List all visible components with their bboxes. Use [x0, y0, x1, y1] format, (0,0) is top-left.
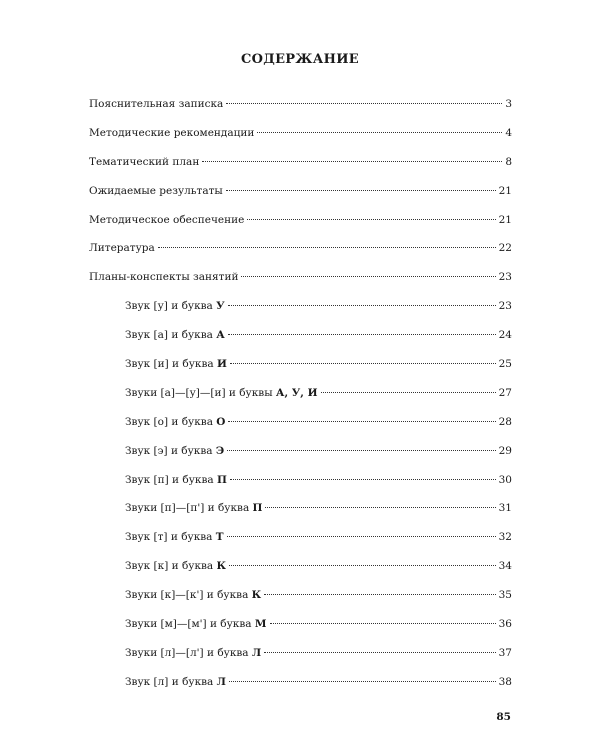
toc-entry-letter: П	[216, 473, 227, 486]
toc-entry[interactable]	[89, 156, 512, 185]
toc-entry-page: 30	[498, 473, 512, 486]
toc-entry-label	[125, 502, 262, 514]
toc-entry-text: Методические рекомендации	[89, 126, 255, 139]
toc-entry-text: Звук [т] и буква	[125, 531, 216, 544]
toc-entry-label	[89, 156, 199, 168]
toc-entry-text: Звук [у] и буква	[125, 300, 217, 313]
dot-leader	[158, 247, 496, 248]
toc-entry-letter: П	[252, 502, 263, 515]
toc-entry-page: 21	[498, 213, 512, 226]
toc-entry-label	[125, 647, 261, 659]
toc-entry-label	[89, 185, 223, 197]
toc-entry-letter: К	[216, 560, 227, 573]
toc-entry-letter: Л	[251, 646, 262, 659]
dot-leader	[228, 334, 496, 335]
toc-entry-label	[125, 676, 226, 688]
toc-entry-page: 23	[498, 271, 512, 284]
toc-entry-label	[125, 589, 261, 601]
page-number: 85	[496, 711, 511, 723]
dot-leader	[202, 161, 502, 162]
toc-entry-page: 21	[498, 184, 512, 197]
toc-entry-text: Звук [э] и буква	[125, 444, 216, 457]
toc-entry-label	[89, 242, 155, 254]
dot-leader	[230, 363, 496, 364]
toc-entry-page: 35	[498, 589, 512, 602]
toc-entry-label	[125, 358, 227, 370]
dot-leader	[229, 565, 496, 566]
toc-entry[interactable]	[89, 271, 512, 300]
toc-entry-label	[89, 214, 244, 226]
toc-entry[interactable]	[89, 618, 512, 647]
toc-entry-text: Планы-конспекты занятий	[89, 271, 239, 284]
toc-entry[interactable]	[89, 242, 512, 271]
toc-entry-page: 22	[498, 242, 512, 255]
dot-leader	[226, 190, 496, 191]
toc-entry-text: Звук [а] и буква	[125, 329, 217, 342]
toc-entry-page: 24	[498, 329, 512, 342]
toc-entry-text: Звук [и] и буква	[125, 358, 217, 371]
toc-entry-text: Звуки [л]—[л'] и буква	[125, 646, 252, 659]
toc-entry[interactable]	[89, 300, 512, 329]
dot-leader	[227, 450, 495, 451]
toc-entry-text: Ожидаемые результаты	[89, 184, 223, 197]
toc-entry-text: Звук [о] и буква	[125, 415, 217, 428]
toc-entry-page: 27	[498, 386, 512, 399]
toc-entry-text: Звук [л] и буква	[125, 675, 217, 688]
toc-entry-text: Литература	[89, 242, 155, 255]
dot-leader	[265, 507, 495, 508]
dot-leader	[228, 421, 495, 422]
toc-entry[interactable]	[89, 358, 512, 387]
toc-entry[interactable]	[89, 676, 512, 705]
dot-leader	[228, 305, 496, 306]
toc-entry-label	[125, 445, 224, 457]
toc-entry-page: 8	[505, 155, 512, 168]
toc-entry-label	[125, 474, 227, 486]
toc-entry-text: Звук [к] и буква	[125, 560, 217, 573]
toc-entry[interactable]	[89, 185, 512, 214]
toc-entry-page: 36	[498, 618, 512, 631]
toc-entry[interactable]	[89, 98, 512, 127]
toc-entry-letter: О	[216, 415, 226, 428]
dot-leader	[241, 276, 495, 277]
toc-entry-page: 31	[498, 502, 512, 515]
toc-entry-page: 23	[498, 300, 512, 313]
toc-entry-text: Звуки [м]—[м'] и буква	[125, 618, 255, 631]
toc-entry-letter: К	[251, 589, 262, 602]
dot-leader	[321, 392, 496, 393]
dot-leader	[264, 652, 495, 653]
toc-entry-page: 32	[498, 531, 512, 544]
toc-entry[interactable]	[89, 387, 512, 416]
toc-entry-page: 4	[505, 126, 512, 139]
toc-entry[interactable]	[89, 474, 512, 503]
toc-entry-page: 38	[498, 675, 512, 688]
toc-entry-label	[125, 531, 224, 543]
toc-entry-text: Тематический план	[89, 155, 200, 168]
toc-entry-page: 25	[498, 358, 512, 371]
toc-entry-letter: М	[254, 618, 267, 631]
toc-entry-label	[89, 271, 238, 283]
toc-entry-letter: У	[216, 300, 225, 313]
dot-leader	[270, 623, 496, 624]
dot-leader	[264, 594, 495, 595]
toc-entry-text: Звуки [а]—[у]—[и] и буквы	[125, 386, 276, 399]
toc-entry-letter: Т	[215, 531, 224, 544]
toc-entry[interactable]	[89, 329, 512, 358]
toc-entry-label	[89, 98, 223, 110]
dot-leader	[257, 132, 502, 133]
toc-entry[interactable]	[89, 127, 512, 156]
toc-entry-text: Методическое обеспечение	[89, 213, 245, 226]
page-title: СОДЕРЖАНИЕ	[240, 52, 360, 67]
toc-entry-label	[125, 329, 225, 341]
toc-entry[interactable]	[89, 416, 512, 445]
toc-entry-text: Звуки [п]—[п'] и буква	[125, 502, 253, 515]
toc-entry-letter: И	[216, 358, 227, 371]
toc-entry-page: 37	[498, 646, 512, 659]
toc-entry-letter: А, У, И	[275, 386, 318, 399]
toc-entry-page: 28	[498, 415, 512, 428]
toc-entry[interactable]	[89, 445, 512, 474]
dot-leader	[230, 479, 496, 480]
toc-entry[interactable]	[89, 589, 512, 618]
dot-leader	[226, 103, 502, 104]
dot-leader	[247, 219, 495, 220]
table-of-contents	[89, 98, 512, 705]
toc-entry-letter: Л	[216, 675, 226, 688]
dot-leader	[229, 681, 496, 682]
toc-entry-page: 34	[498, 560, 512, 573]
toc-entry-text: Звук [п] и буква	[125, 473, 217, 486]
toc-entry-text: Пояснительная записка	[89, 98, 224, 110]
toc-entry[interactable]	[89, 647, 512, 676]
toc-entry-page: 3	[505, 98, 512, 110]
toc-entry[interactable]	[89, 214, 512, 243]
toc-entry[interactable]	[89, 502, 512, 531]
toc-entry-label	[125, 387, 318, 399]
toc-entry-label	[125, 618, 267, 630]
toc-entry-label	[125, 560, 226, 572]
toc-entry-letter: Э	[215, 444, 225, 457]
toc-entry[interactable]	[89, 560, 512, 589]
toc-entry-label	[125, 416, 225, 428]
dot-leader	[227, 536, 496, 537]
toc-entry-page: 29	[498, 444, 512, 457]
toc-entry[interactable]	[89, 531, 512, 560]
toc-entry-text: Звуки [к]—[к'] и буква	[125, 589, 252, 602]
toc-entry-label	[89, 127, 254, 139]
toc-entry-letter: А	[216, 329, 225, 342]
toc-entry-label	[125, 300, 225, 312]
